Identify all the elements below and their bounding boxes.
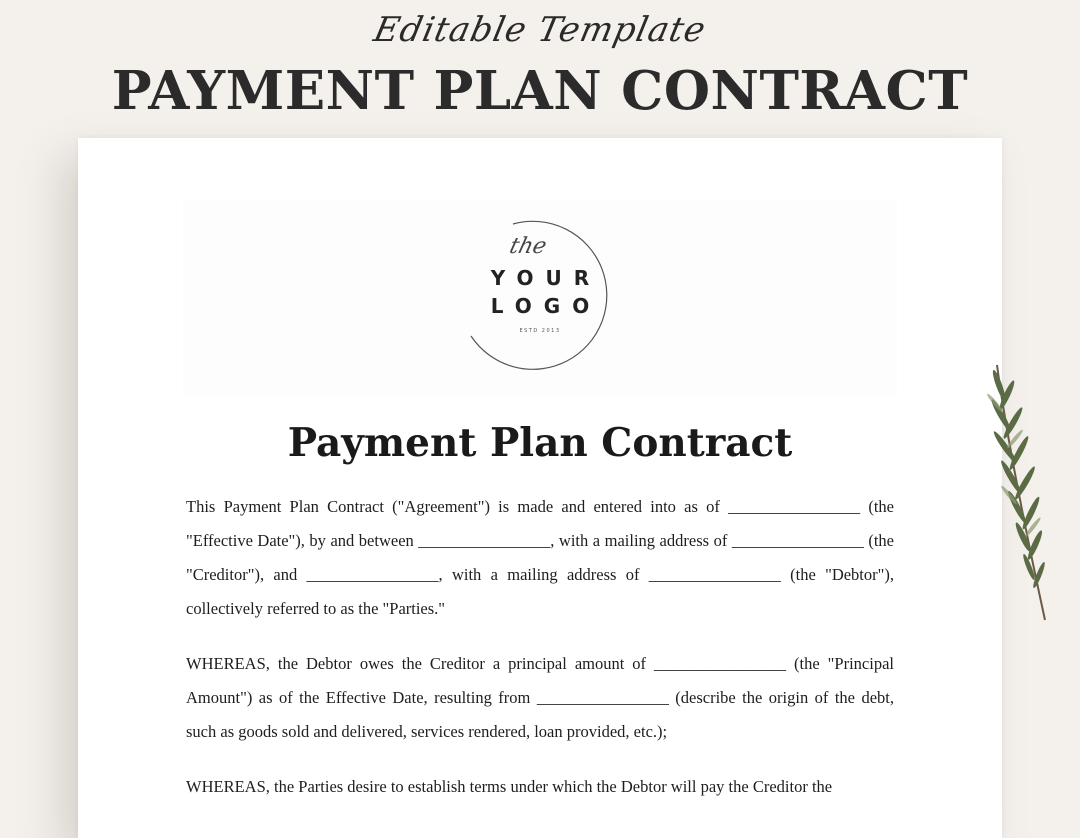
logo-line-2: LOGO [490, 294, 602, 318]
document-body [186, 490, 894, 825]
headline: PAYMENT PLAN CONTRACT [111, 60, 969, 122]
paragraph-whereas-2: WHEREAS, the Parties desire to establish terms under which the Debtor will pay the Creditor the [186, 777, 833, 796]
paragraph-intro: This Payment Plan Contract ("Agreement") is made and entered into as of ________________ (the "Effective Date"), by and between ________________, with a mailing address of ________________ (the "Creditor"), and ________________, with a mailing address of ________________ (the "Debtor"), collectively referred to as the "Parties." [186, 497, 894, 618]
logo-estd: ESTD 2013 [519, 328, 561, 334]
logo-line-1: YOUR [490, 266, 602, 290]
logo-placeholder [183, 200, 897, 396]
subtitle-script: Editable Template [370, 10, 710, 50]
rosemary-sprig-icon [975, 355, 1075, 635]
document-title: Payment Plan Contract [287, 420, 793, 466]
document-page [78, 138, 1002, 838]
paragraph-whereas-1: WHEREAS, the Debtor owes the Creditor a principal amount of ________________ (the "Principal Amount") as of the Effective Date, resulting from ________________ (describe the origin of the debt, such as goods sold and delivered, services rendered, loan provided, etc.); [186, 654, 894, 741]
logo-script-text: the [506, 234, 550, 259]
